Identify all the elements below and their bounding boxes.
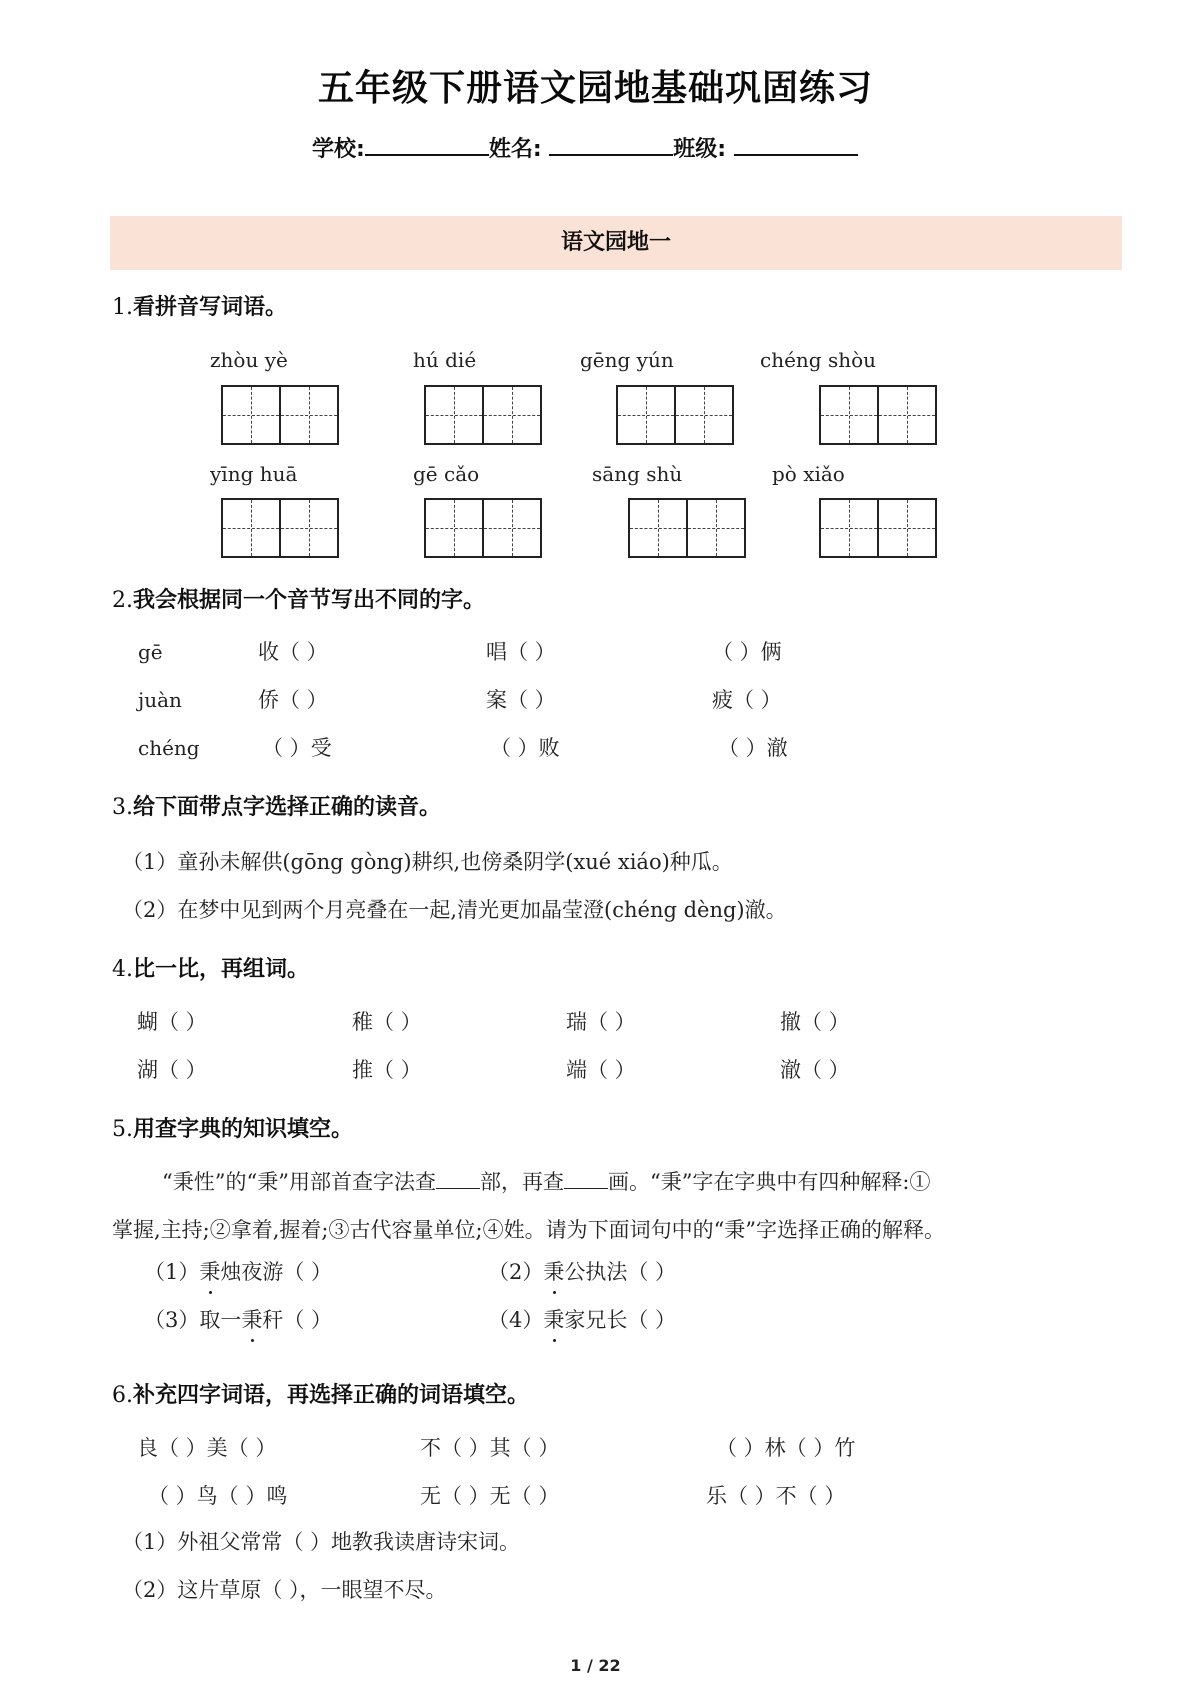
dictionary-paragraph-line-1: “秉性”的“秉”用部首查字法查 部，再查 画。“秉”字在字典中有四种解释:①	[162, 1170, 931, 1194]
blank-item[interactable]: （ ）俩	[712, 640, 782, 664]
name-blank[interactable]	[549, 134, 673, 156]
question-4-heading: 4.比一比，再组词。	[112, 957, 310, 982]
meaning-item-4[interactable]: （4）秉家兄长（ ）	[488, 1304, 676, 1334]
blank-item[interactable]: （ ）败	[490, 736, 560, 760]
writing-grid-3[interactable]	[616, 385, 734, 445]
radical-blank[interactable]	[436, 1170, 480, 1189]
compare-item[interactable]: 湖（ ）	[137, 1058, 207, 1082]
question-6-heading: 6.补充四字词语，再选择正确的词语填空。	[112, 1383, 530, 1408]
pinyin-2: hú dié	[413, 348, 477, 372]
compare-item[interactable]: 端（ ）	[566, 1058, 636, 1082]
pinyin-6: gē cǎo	[413, 462, 480, 486]
fill-sentence-1[interactable]: （1）外祖父常常（ ）地教我读唐诗宋词。	[122, 1530, 521, 1554]
section-title: 语文园地一	[560, 230, 671, 255]
writing-grid-8[interactable]	[819, 498, 937, 558]
compare-item[interactable]: 稚（ ）	[352, 1010, 422, 1034]
page-number: 1 / 22	[570, 1656, 621, 1675]
writing-grid-6[interactable]	[424, 498, 542, 558]
writing-grid-5[interactable]	[221, 498, 339, 558]
blank-item[interactable]: （ ）澈	[718, 736, 788, 760]
idiom-item[interactable]: 乐（ ）不（ ）	[706, 1484, 846, 1508]
student-info-line	[312, 132, 858, 163]
blank-item[interactable]: 疲（ ）	[712, 688, 782, 712]
question-1-heading: 1.看拼音写词语。	[112, 295, 288, 320]
blank-item[interactable]: 收（ ）	[258, 640, 328, 664]
class-blank[interactable]	[734, 134, 858, 156]
compare-item[interactable]: 瑞（ ）	[566, 1010, 636, 1034]
pinyin-3: gēng yún	[580, 348, 674, 372]
idiom-item[interactable]: （ ）林（ ）竹	[716, 1436, 856, 1460]
pronunciation-line-2[interactable]: （2）在梦中见到两个月亮叠在一起,清光更加晶莹澄(chéng dèng)澈。	[122, 898, 787, 922]
pronunciation-line-1[interactable]: （1）童孙未解供(gōng gòng)耕织,也傍桑阴学(xué xiáo)种瓜。	[122, 850, 733, 874]
meaning-item-1[interactable]: （1）秉烛夜游（ ）	[144, 1256, 332, 1286]
compare-item[interactable]: 推（ ）	[352, 1058, 422, 1082]
blank-item[interactable]: 案（ ）	[486, 688, 556, 712]
blank-item[interactable]: 侨（ ）	[258, 688, 328, 712]
meaning-item-2[interactable]: （2）秉公执法（ ）	[488, 1256, 676, 1286]
writing-grid-1[interactable]	[221, 385, 339, 445]
compare-item[interactable]: 蝴（ ）	[137, 1010, 207, 1034]
syllable-ge: gē	[138, 640, 163, 664]
pinyin-8: pò xiǎo	[772, 462, 845, 486]
class-label: 班级:	[673, 137, 727, 162]
blank-item[interactable]: 唱（ ）	[486, 640, 556, 664]
writing-grid-4[interactable]	[819, 385, 937, 445]
writing-grid-7[interactable]	[628, 498, 746, 558]
blank-item[interactable]: （ ）受	[262, 736, 332, 760]
compare-item[interactable]: 澈（ ）	[780, 1058, 850, 1082]
school-blank[interactable]	[365, 134, 489, 156]
pinyin-5: yīng huā	[210, 462, 298, 486]
strokes-blank[interactable]	[564, 1170, 608, 1189]
pinyin-4: chéng shòu	[760, 348, 877, 372]
meaning-item-3[interactable]: （3）取一秉秆（ ）	[144, 1304, 332, 1334]
pinyin-1: zhòu yè	[210, 348, 288, 372]
question-5-heading: 5.用查字典的知识填空。	[112, 1117, 354, 1142]
idiom-item[interactable]: 无（ ）无（ ）	[420, 1484, 560, 1508]
question-3-heading: 3.给下面带点字选择正确的读音。	[112, 795, 442, 820]
idiom-item[interactable]: （ ）鸟（ ）鸣	[148, 1484, 288, 1508]
fill-sentence-2[interactable]: （2）这片草原（ ），一眼望不尽。	[122, 1578, 447, 1602]
compare-item[interactable]: 撤（ ）	[780, 1010, 850, 1034]
name-label: 姓名:	[488, 137, 542, 162]
idiom-item[interactable]: 良（ ）美（ ）	[137, 1436, 277, 1460]
dictionary-paragraph-line-2: 掌握,主持;②拿着,握着;③古代容量单位;④姓。请为下面词句中的“秉”字选择正确的解释。	[112, 1218, 946, 1242]
pinyin-7: sāng shù	[592, 462, 683, 486]
page-title: 五年级下册语文园地基础巩固练习	[317, 68, 873, 109]
writing-grid-2[interactable]	[424, 385, 542, 445]
syllable-cheng: chéng	[138, 736, 200, 760]
question-2-heading: 2.我会根据同一个音节写出不同的字。	[112, 588, 486, 613]
syllable-juan: juàn	[138, 688, 182, 712]
school-label: 学校:	[312, 137, 365, 162]
section-header	[110, 216, 1122, 270]
idiom-item[interactable]: 不（ ）其（ ）	[420, 1436, 560, 1460]
